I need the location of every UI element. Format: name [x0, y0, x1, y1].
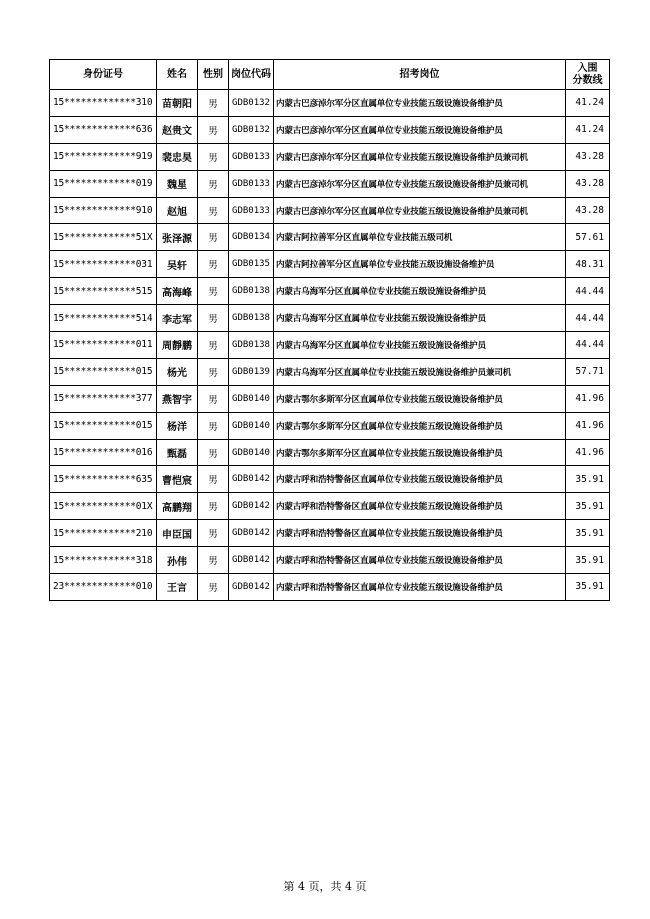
cell-post: 内蒙古巴彦淖尔军分区直属单位专业技能五级设施设备维护员兼司机: [274, 143, 566, 170]
cell-name: 张泽源: [157, 224, 198, 251]
cell-score: 44.44: [566, 278, 610, 305]
header-id: 身份证号: [50, 60, 157, 90]
cell-post: 内蒙古乌海军分区直属单位专业技能五级设施设备维护员兼司机: [274, 358, 566, 385]
cell-id: 15*************635: [50, 466, 157, 493]
table-row: [50, 358, 610, 385]
cell-id: 15*************011: [50, 332, 157, 359]
cell-code: GDB0142: [229, 493, 274, 520]
cell-id: 15*************377: [50, 385, 157, 412]
cell-code: GDB0142: [229, 466, 274, 493]
table-row: [50, 224, 610, 251]
page-footer: 第 4 页，共 4 页: [283, 880, 367, 893]
cell-score: 43.28: [566, 143, 610, 170]
cell-score: 35.91: [566, 574, 610, 601]
cell-gender: 男: [198, 358, 229, 385]
table-row: [50, 170, 610, 197]
cell-name: 杨洋: [157, 412, 198, 439]
cell-name: 高海峰: [157, 278, 198, 305]
cell-id: 15*************51X: [50, 224, 157, 251]
table-row: [50, 385, 610, 412]
cell-code: GDB0132: [229, 116, 274, 143]
cell-score: 41.24: [566, 116, 610, 143]
cell-gender: 男: [198, 251, 229, 278]
table-row: [50, 574, 610, 601]
cell-score: 41.24: [566, 90, 610, 117]
cell-post: 内蒙古鄂尔多斯军分区直属单位专业技能五级设施设备维护员: [274, 385, 566, 412]
cell-id: 15*************636: [50, 116, 157, 143]
cell-code: GDB0134: [229, 224, 274, 251]
cell-post: 内蒙古阿拉善军分区直属单位专业技能五级设施设备维护员: [274, 251, 566, 278]
table-row: [50, 278, 610, 305]
cell-gender: 男: [198, 385, 229, 412]
cell-code: GDB0138: [229, 305, 274, 332]
cell-code: GDB0132: [229, 90, 274, 117]
cell-code: GDB0138: [229, 278, 274, 305]
cell-gender: 男: [198, 116, 229, 143]
cell-code: GDB0140: [229, 439, 274, 466]
table-row: [50, 520, 610, 547]
cell-score: 41.96: [566, 439, 610, 466]
cell-score: 44.44: [566, 332, 610, 359]
cell-gender: 男: [198, 305, 229, 332]
cell-post: 内蒙古阿拉善军分区直属单位专业技能五级司机: [274, 224, 566, 251]
cell-name: 魏星: [157, 170, 198, 197]
table-row: [50, 143, 610, 170]
cell-name: 燕智宇: [157, 385, 198, 412]
cell-name: 周靜鹏: [157, 332, 198, 359]
table-row: [50, 493, 610, 520]
header-code: 岗位代码: [229, 60, 274, 90]
cell-gender: 男: [198, 197, 229, 224]
cell-post: 内蒙古呼和浩特警备区直属单位专业技能五级设施设备维护员: [274, 466, 566, 493]
cell-id: 15*************514: [50, 305, 157, 332]
cell-post: 内蒙古呼和浩特警备区直属单位专业技能五级设施设备维护员: [274, 520, 566, 547]
cell-name: 李志军: [157, 305, 198, 332]
header-score-line2: 分数线: [572, 74, 603, 86]
cell-id: 15*************210: [50, 520, 157, 547]
cell-gender: 男: [198, 90, 229, 117]
table-header-row: [50, 60, 610, 90]
cell-name: 赵贵文: [157, 116, 198, 143]
cell-gender: 男: [198, 278, 229, 305]
cell-post: 内蒙古巴彦淖尔军分区直属单位专业技能五级设施设备维护员: [274, 90, 566, 117]
cell-id: 15*************019: [50, 170, 157, 197]
cell-id: 15*************919: [50, 143, 157, 170]
cell-gender: 男: [198, 520, 229, 547]
cell-gender: 男: [198, 574, 229, 601]
cell-score: 41.96: [566, 412, 610, 439]
cell-id: 15*************015: [50, 358, 157, 385]
cell-code: GDB0142: [229, 574, 274, 601]
cell-id: 15*************031: [50, 251, 157, 278]
cell-code: GDB0140: [229, 412, 274, 439]
cell-gender: 男: [198, 332, 229, 359]
cell-score: 57.71: [566, 358, 610, 385]
cell-gender: 男: [198, 224, 229, 251]
cell-id: 23*************010: [50, 574, 157, 601]
cell-gender: 男: [198, 466, 229, 493]
cell-code: GDB0133: [229, 143, 274, 170]
cell-score: 35.91: [566, 493, 610, 520]
cell-score: 43.28: [566, 197, 610, 224]
table-row: [50, 116, 610, 143]
cell-code: GDB0138: [229, 332, 274, 359]
header-score-line1: 入围: [577, 62, 598, 74]
header-gender: 性别: [198, 60, 229, 90]
cell-code: GDB0133: [229, 170, 274, 197]
cell-score: 35.91: [566, 466, 610, 493]
cell-post: 内蒙古呼和浩特警备区直属单位专业技能五级设施设备维护员: [274, 574, 566, 601]
cell-name: 杨光: [157, 358, 198, 385]
cell-gender: 男: [198, 493, 229, 520]
cell-gender: 男: [198, 439, 229, 466]
cell-post: 内蒙古巴彦淖尔军分区直属单位专业技能五级设施设备维护员兼司机: [274, 170, 566, 197]
cell-name: 曹恺宸: [157, 466, 198, 493]
cell-score: 57.61: [566, 224, 610, 251]
header-score: [566, 60, 610, 90]
cell-id: 15*************515: [50, 278, 157, 305]
cell-post: 内蒙古呼和浩特警备区直属单位专业技能五级设施设备维护员: [274, 493, 566, 520]
cell-name: 孙伟: [157, 547, 198, 574]
cell-post: 内蒙古鄂尔多斯军分区直属单位专业技能五级设施设备维护员: [274, 412, 566, 439]
cell-post: 内蒙古呼和浩特警备区直属单位专业技能五级设施设备维护员: [274, 547, 566, 574]
cell-code: GDB0142: [229, 547, 274, 574]
cell-post: 内蒙古乌海军分区直属单位专业技能五级设施设备维护员: [274, 278, 566, 305]
cell-id: 15*************318: [50, 547, 157, 574]
cell-score: 35.91: [566, 547, 610, 574]
cell-score: 44.44: [566, 305, 610, 332]
cell-name: 苗朝阳: [157, 90, 198, 117]
table-row: [50, 305, 610, 332]
cell-id: 15*************310: [50, 90, 157, 117]
header-name: 姓名: [157, 60, 198, 90]
table-row: [50, 197, 610, 224]
cell-score: 43.28: [566, 170, 610, 197]
cell-id: 15*************016: [50, 439, 157, 466]
cell-score: 35.91: [566, 520, 610, 547]
table-row: [50, 332, 610, 359]
cell-post: 内蒙古乌海军分区直属单位专业技能五级设施设备维护员: [274, 332, 566, 359]
header-post: 招考岗位: [274, 60, 566, 90]
cell-score: 41.96: [566, 385, 610, 412]
table-row: [50, 439, 610, 466]
table-row: [50, 412, 610, 439]
table-body: [50, 90, 610, 601]
cell-gender: 男: [198, 170, 229, 197]
table-row: [50, 466, 610, 493]
cell-name: 王言: [157, 574, 198, 601]
cell-name: 高鹏翔: [157, 493, 198, 520]
cell-post: 内蒙古乌海军分区直属单位专业技能五级设施设备维护员: [274, 305, 566, 332]
cell-post: 内蒙古巴彦淖尔军分区直属单位专业技能五级设施设备维护员: [274, 116, 566, 143]
cell-score: 48.31: [566, 251, 610, 278]
cell-name: 裴忠昊: [157, 143, 198, 170]
candidate-table: [49, 59, 610, 601]
cell-gender: 男: [198, 547, 229, 574]
cell-post: 内蒙古鄂尔多斯军分区直属单位专业技能五级设施设备维护员: [274, 439, 566, 466]
table-row: [50, 251, 610, 278]
cell-code: GDB0139: [229, 358, 274, 385]
cell-id: 15*************015: [50, 412, 157, 439]
cell-id: 15*************910: [50, 197, 157, 224]
cell-name: 申臣国: [157, 520, 198, 547]
cell-code: GDB0140: [229, 385, 274, 412]
cell-code: GDB0142: [229, 520, 274, 547]
cell-id: 15*************01X: [50, 493, 157, 520]
cell-gender: 男: [198, 143, 229, 170]
table-row: [50, 547, 610, 574]
cell-name: 甄磊: [157, 439, 198, 466]
cell-name: 吴轩: [157, 251, 198, 278]
cell-post: 内蒙古巴彦淖尔军分区直属单位专业技能五级设施设备维护员兼司机: [274, 197, 566, 224]
cell-code: GDB0135: [229, 251, 274, 278]
cell-name: 赵旭: [157, 197, 198, 224]
cell-gender: 男: [198, 412, 229, 439]
table-row: [50, 90, 610, 117]
cell-code: GDB0133: [229, 197, 274, 224]
